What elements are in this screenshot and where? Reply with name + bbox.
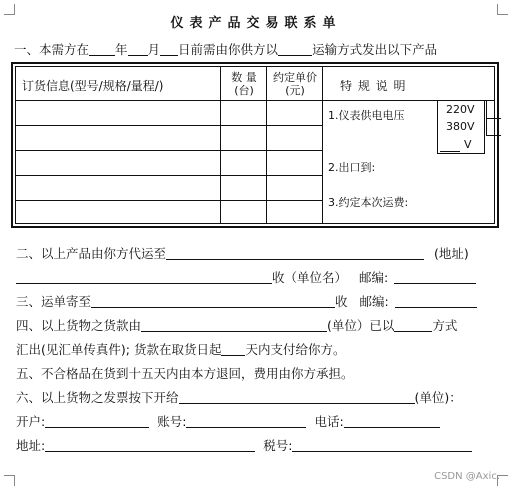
blank-field-days[interactable] [221,343,245,356]
clause-text: 邮编: [359,294,389,309]
blank-field-phone[interactable] [344,415,440,428]
clause-text: 一、本需方在 [14,42,90,57]
clause-text: 二、以上产品由你方代运至 [16,246,167,261]
clause-text: 运输方式发出以下产品 [312,42,438,57]
clause-6 [16,388,462,406]
clause-text: (地址) [434,246,469,261]
quantity-label: 数 量 [231,71,257,84]
table-row-line [16,125,322,126]
clause-6-address [16,436,472,454]
spec-supply-voltage: 1.仪表供电电压 [328,109,405,122]
voltage-option-380[interactable]: 380V [446,120,475,133]
clause-text: 六、以上货物之发票按下开给 [16,390,179,405]
clause-4-cont [16,340,345,358]
clause-text: 邮编: [359,270,389,285]
clause-3 [16,292,477,310]
clause-text: 三、运单寄至 [16,294,92,309]
blank-field-bank[interactable] [45,415,149,428]
price-unit: (元) [285,84,305,97]
watermark: CSDN @Axic. [434,471,500,482]
quantity-unit: (台) [234,84,254,97]
clause-text: 年 [115,42,128,57]
clause-text: 方式 [432,318,458,333]
clause-2 [16,244,469,262]
field-label-phone: 电话: [314,414,344,429]
table-row-line [16,200,322,201]
price-label: 约定单价 [273,71,317,84]
spec-export-to: 2.出口到: [328,161,376,174]
voltage-options [437,100,485,154]
column-header-order-info: 订货信息(型号/规格/量程/) [22,79,164,93]
blank-field-postcode[interactable] [395,295,477,308]
blank-field-invoice-to[interactable] [179,391,415,404]
voltage-option-220[interactable]: 220V [446,103,475,116]
column-header-unit-price [268,71,322,97]
blank-field-tax-id[interactable] [292,439,472,452]
order-table [11,62,499,228]
table-row-line [16,175,322,176]
field-label-bank: 开户: [16,414,46,429]
blank-field-day[interactable] [160,43,178,56]
clause-text: (单位）已以 [327,318,395,333]
table-row-line [16,150,322,151]
blank-field-transport[interactable] [278,43,312,56]
voltage-checkbox[interactable] [486,118,501,136]
blank-field-account[interactable] [186,415,306,428]
table-row-line [16,100,494,101]
clause-text: 天内支付给你方。 [245,342,346,357]
clause-text: 收 [335,294,348,309]
blank-field-year[interactable] [89,43,115,56]
column-header-special-notes: 特 规 说 明 [340,79,407,93]
blank-field-payer[interactable] [141,319,327,332]
clause-text: 汇出(见汇单传真件); 货款在取货日起 [16,342,222,357]
blank-field-payment-method[interactable] [394,319,432,332]
blank-field-waybill-to[interactable] [91,295,335,308]
voltage-custom-blank[interactable] [440,141,460,152]
clause-6-bank [16,412,440,430]
clause-text: (单位)： [414,390,462,405]
spec-freight: 3.约定本次运费: [328,196,409,209]
clause-1 [14,40,437,58]
blank-field-address[interactable] [45,439,255,452]
blank-field-ship-address[interactable] [166,247,424,260]
blank-field-month[interactable] [128,43,148,56]
crop-mark [4,475,15,486]
clause-text: 日前需由你供方以 [178,42,279,57]
clause-2-cont [16,268,476,286]
document-title: 仪表产品交易联系单 [170,16,342,31]
blank-field-consignee[interactable] [16,271,272,284]
clause-text: 收（单位名） [272,270,348,285]
clause-4 [16,316,457,334]
table-divider [322,67,323,223]
voltage-option-custom[interactable]: V [464,138,472,151]
field-label-account: 账号: [157,414,187,429]
blank-field-postcode[interactable] [394,271,476,284]
clause-text: 月 [147,42,161,57]
column-header-quantity [222,71,266,97]
order-table-inner [15,66,495,224]
clause-5: 五、不合格品在货到十五天内由本方退回，费用由你方承担。 [16,366,354,381]
field-label-tax-id: 税号: [263,438,293,453]
field-label-address: 地址: [16,438,46,453]
voltage-checkbox[interactable] [486,101,501,119]
clause-text: 四、以上货物之货款由 [16,318,142,333]
